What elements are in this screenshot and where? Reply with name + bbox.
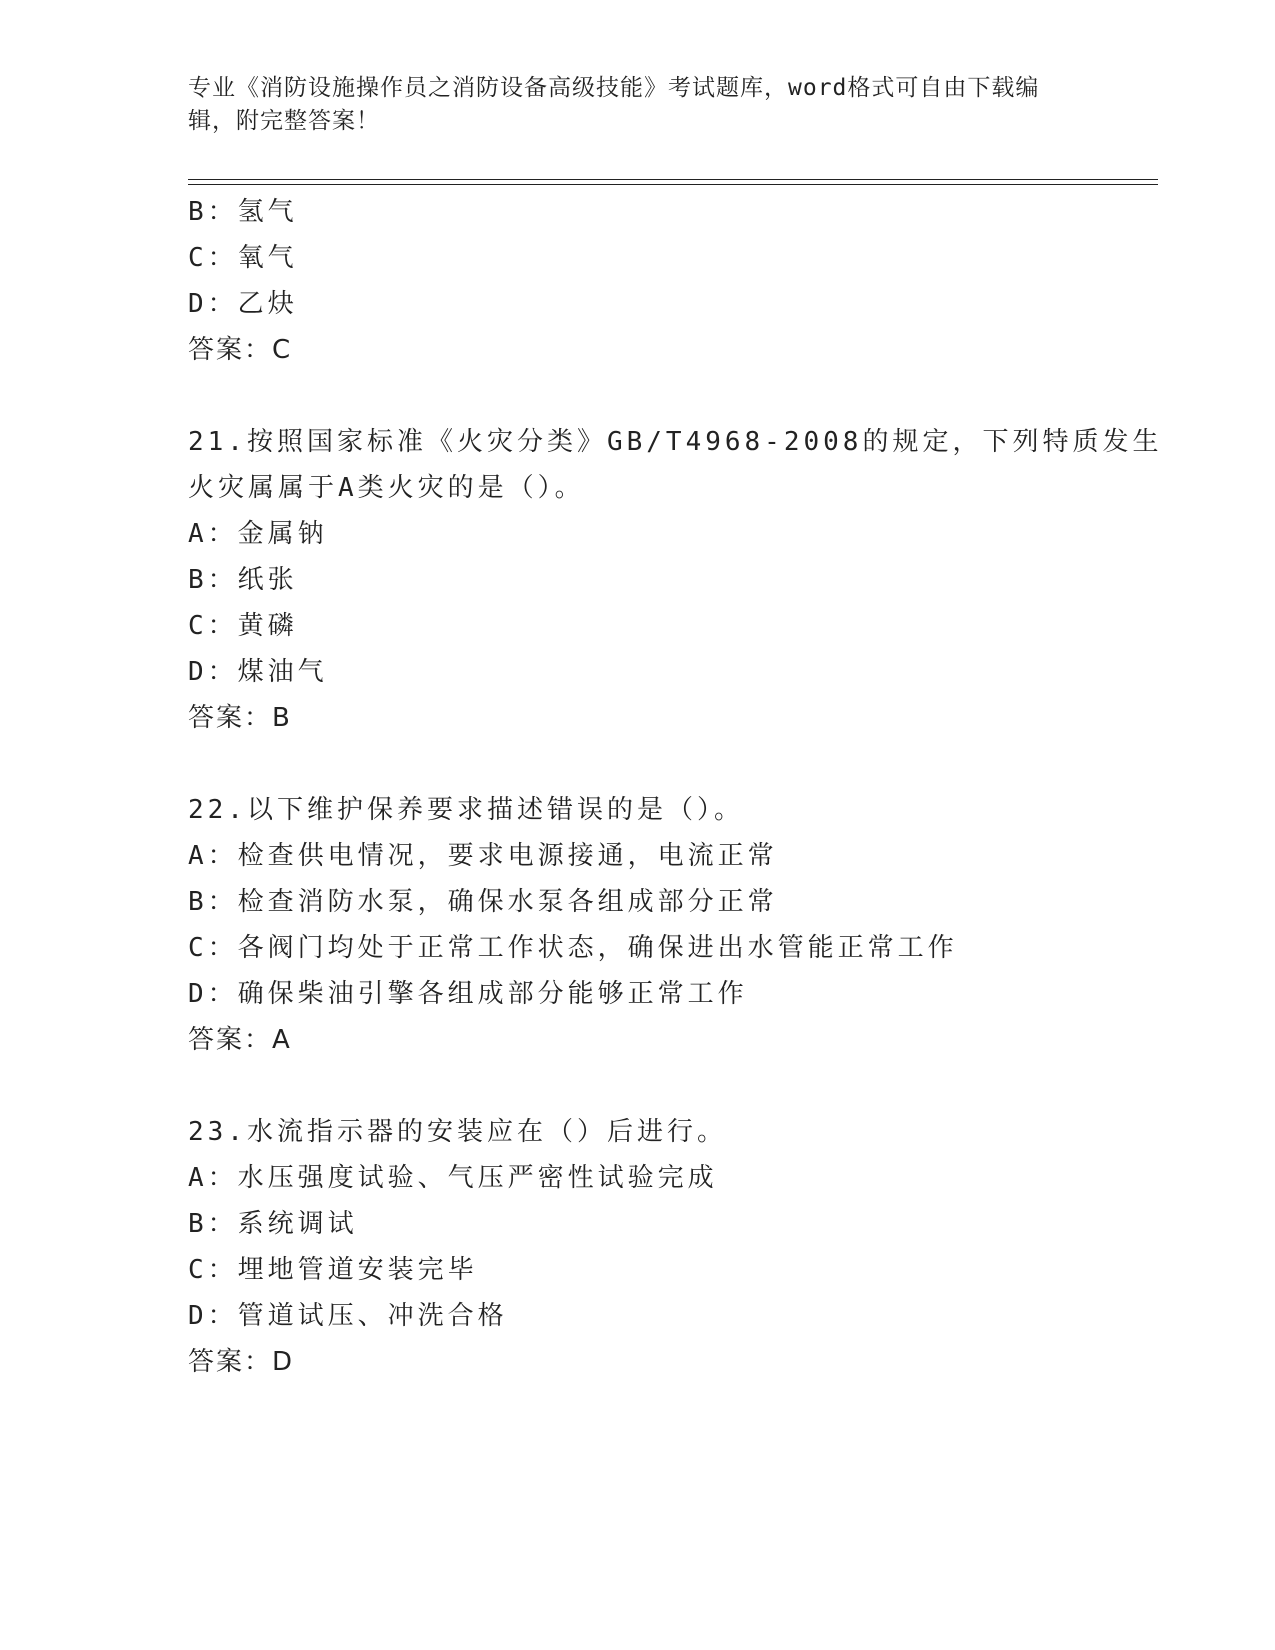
option-a: A：检查供电情况，要求电源接通，电流正常 <box>188 841 778 871</box>
answer: 答案：C <box>188 335 293 365</box>
option-c: C：氧气 <box>188 243 298 273</box>
option-d: D：确保柴油引擎各组成部分能够正常工作 <box>188 979 748 1009</box>
option-b: B：纸张 <box>188 565 298 595</box>
question-text-line-1: 23.水流指示器的安装应在（）后进行。 <box>188 1117 727 1147</box>
question-text-line-1: 21.按照国家标准《火灾分类》GB/T4968-2008的规定，下列特质发生 <box>188 427 1163 457</box>
option-b: B：系统调试 <box>188 1209 358 1239</box>
answer: 答案：B <box>188 703 292 733</box>
question-21 <box>188 419 1163 741</box>
header-divider-top <box>188 179 1158 180</box>
option-d: D：乙炔 <box>188 289 298 319</box>
header-line-2: 辑，附完整答案！ <box>188 108 380 134</box>
document-header <box>188 72 1068 138</box>
option-d: D：管道试压、冲洗合格 <box>188 1301 508 1331</box>
question-22 <box>188 787 1108 1063</box>
answer: 答案：A <box>188 1025 292 1055</box>
previous-question-tail <box>188 189 1108 373</box>
answer: 答案：D <box>188 1347 295 1377</box>
spacer <box>188 741 1108 787</box>
header-divider-bottom <box>188 184 1158 185</box>
question-list <box>188 189 1163 1385</box>
option-c: C：各阀门均处于正常工作状态，确保进出水管能正常工作 <box>188 933 958 963</box>
question-23 <box>188 1109 1108 1385</box>
question-text-line-2: 火灾属属于A类火灾的是（）。 <box>188 473 585 503</box>
option-c: C：埋地管道安装完毕 <box>188 1255 478 1285</box>
option-b: B：检查消防水泵，确保水泵各组成部分正常 <box>188 887 778 917</box>
spacer <box>188 1063 1108 1109</box>
header-line-1: 专业《消防设施操作员之消防设备高级技能》考试题库，word格式可自由下载编 <box>188 75 1040 101</box>
option-a: A：水压强度试验、气压严密性试验完成 <box>188 1163 718 1193</box>
option-a: A：金属钠 <box>188 519 328 549</box>
option-d: D：煤油气 <box>188 657 328 687</box>
option-b: B：氢气 <box>188 197 298 227</box>
spacer <box>188 373 1108 419</box>
option-c: C：黄磷 <box>188 611 298 641</box>
question-text-line-1: 22.以下维护保养要求描述错误的是（）。 <box>188 795 744 825</box>
